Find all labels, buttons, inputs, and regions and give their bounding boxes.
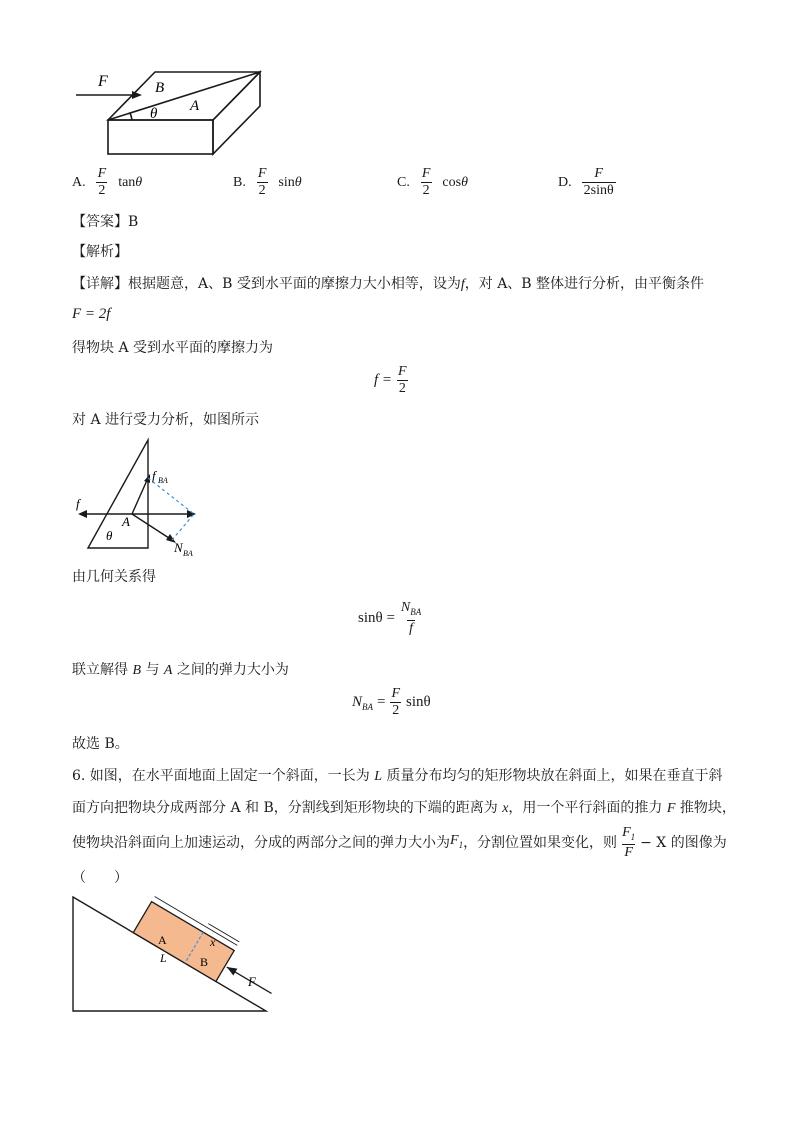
- label-fBA-sub: BA: [158, 476, 168, 485]
- equation-NBA: $N_{BA}$ = $\frac{F}{2}$ sinθ: [352, 686, 431, 718]
- q6-line3: 使物块沿斜面向上加速运动，分成的两部分之间的弹力大小为 $F_1$ ，分割位置如果变化，则 $\frac{F_1}{F}$ − X 的图像为: [72, 824, 727, 861]
- wedge-triangle: [88, 440, 148, 548]
- dashed-parallel-2: [172, 514, 194, 540]
- block-front-face: [108, 120, 213, 154]
- label-F: F: [98, 73, 108, 90]
- equation-sin-theta: sinθ = $\frac{N_{BA}}{f}$: [358, 600, 422, 636]
- option-letter: A.: [72, 174, 86, 190]
- choose-line: 故选 B。: [72, 736, 129, 752]
- NBA-arrow: [132, 514, 172, 540]
- label-F: F: [248, 974, 256, 989]
- answer-line: 【答案】B: [72, 214, 139, 230]
- option-b[interactable]: B. $\frac{F}{2}$ sinθ: [233, 166, 302, 198]
- geometry-line: 由几何关系得: [72, 569, 156, 585]
- option-fraction: $\frac{F}{2}$: [97, 166, 107, 198]
- q6-line1: 6. 如图，在水平面地面上固定一个斜面，一长为 L 质量分布均匀的矩形物块放在斜面上，如果在垂直于斜: [72, 768, 723, 784]
- label-theta: θ: [150, 106, 158, 122]
- solve-line: 联立解得 B 与 A 之间的弹力大小为: [72, 662, 289, 678]
- detail-line: 【详解】根据题意，A、B 受到水平面的摩擦力大小相等，设为f，对 A、B 整体进行分析，由平衡条件: [72, 276, 705, 292]
- answer-bracket: （ ）: [72, 870, 128, 886]
- label-A: A: [122, 514, 130, 529]
- friction-line: 得物块 A 受到水平面的摩擦力为: [72, 340, 274, 356]
- analysis-label: 【解析】: [72, 244, 128, 260]
- force-diagram: [70, 436, 210, 561]
- q6-line2: 面方向把物块分成两部分 A 和 B，分割线到矩形物块的下端的距离为 x，用一个平行斜面的推力 F 推物块，: [72, 800, 736, 816]
- label-x: x: [210, 935, 216, 949]
- label-f: f: [76, 496, 80, 511]
- label-B: B: [155, 80, 165, 96]
- option-letter: D.: [558, 174, 572, 190]
- dashed-parallel-1: [148, 478, 194, 514]
- label-B: B: [200, 955, 209, 969]
- option-fraction: $\frac{F}{2\sin\theta}$: [583, 166, 614, 198]
- label-NBA-sub: BA: [183, 549, 193, 558]
- option-d[interactable]: [558, 166, 616, 199]
- option-letter: C.: [397, 174, 410, 190]
- label-NBA: N: [174, 540, 183, 555]
- fBA-arrow: [132, 478, 148, 514]
- label-theta: θ: [106, 528, 113, 543]
- option-letter: B.: [233, 174, 246, 190]
- incline-diagram: [70, 894, 280, 1016]
- equation-f-F-over-2: f = $\frac{F}{2}$: [374, 364, 407, 396]
- label-A: A: [190, 98, 200, 114]
- option-fraction: $\frac{F}{2}$: [257, 166, 267, 198]
- block-diagram: [70, 60, 270, 160]
- label-A: A: [158, 933, 167, 947]
- label-L: L: [160, 951, 167, 965]
- label-fBA: f: [152, 468, 156, 483]
- option-c[interactable]: C. $\frac{F}{2}$ cosθ: [397, 166, 468, 198]
- option-a[interactable]: A. $\frac{F}{2}$ tanθ: [72, 166, 143, 198]
- force-analysis-line: 对 A 进行受力分析，如图所示: [72, 412, 260, 428]
- theta-arc: [130, 113, 132, 120]
- equation-F-2f: F = 2f: [72, 306, 111, 322]
- option-fraction: $\frac{F}{2}$: [421, 166, 431, 198]
